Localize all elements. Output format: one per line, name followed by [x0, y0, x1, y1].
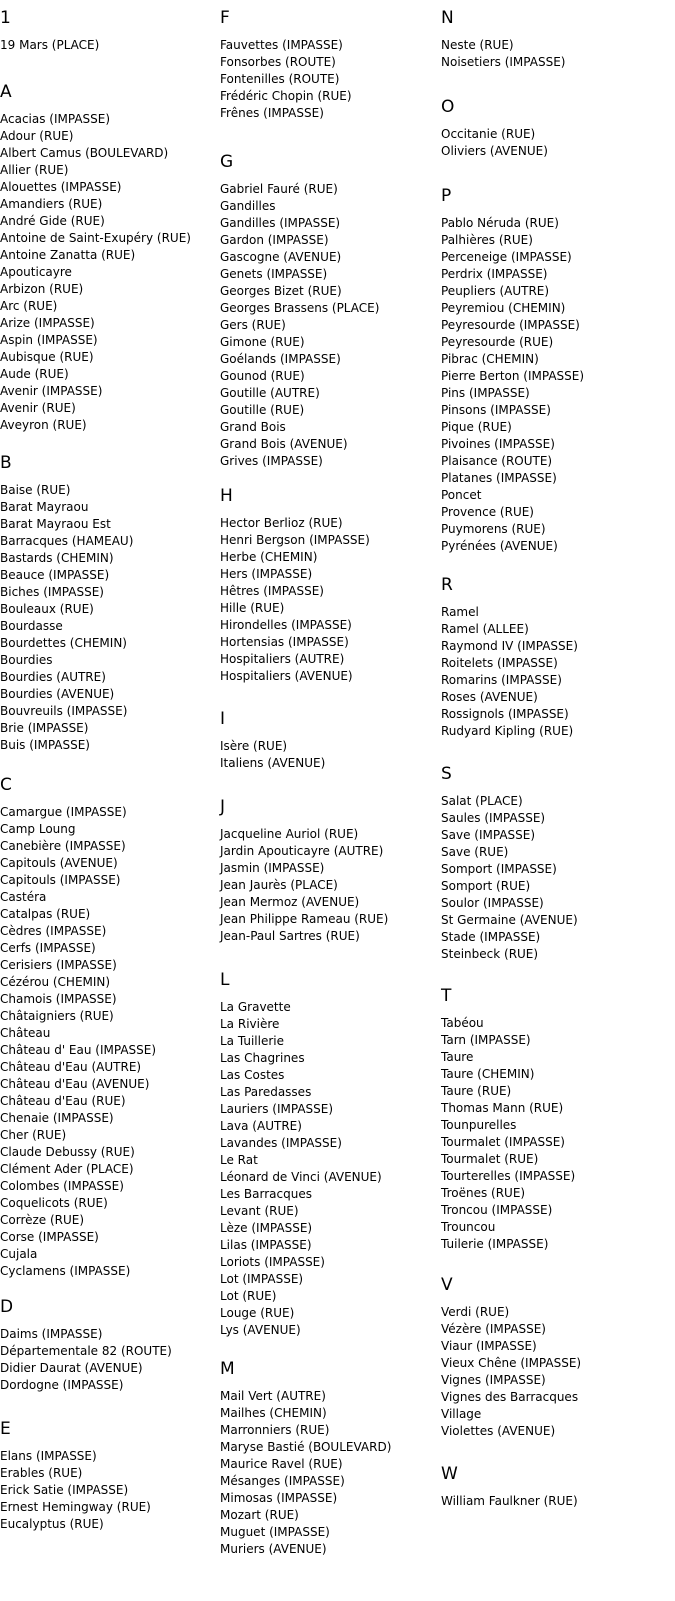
- street-link[interactable]: Peyremiou (CHEMIN): [441, 301, 566, 315]
- street-link[interactable]: Steinbeck (RUE): [441, 947, 539, 961]
- street-link[interactable]: Pyrénées (AVENUE): [441, 539, 558, 553]
- section-letter-heading: R: [441, 575, 453, 595]
- section-letter-heading: L: [220, 970, 230, 990]
- street-link[interactable]: Aveyron (RUE): [0, 418, 87, 432]
- street-link[interactable]: Tourmalet (IMPASSE): [441, 1135, 565, 1149]
- street-link[interactable]: Cèdres (IMPASSE): [0, 924, 107, 938]
- street-link[interactable]: Daims (IMPASSE): [0, 1327, 103, 1341]
- street-link[interactable]: Aubisque (RUE): [0, 350, 94, 364]
- street-link[interactable]: Ramel: [441, 605, 479, 619]
- section-letter-heading: F: [220, 8, 230, 28]
- section-letter-heading: M: [220, 1359, 235, 1379]
- street-link[interactable]: Acacias (IMPASSE): [0, 112, 111, 126]
- street-link[interactable]: Rossignols (IMPASSE): [441, 707, 569, 721]
- street-link[interactable]: Cujala: [0, 1247, 38, 1261]
- street-link[interactable]: Jardin Apouticayre (AUTRE): [220, 844, 384, 858]
- street-link[interactable]: Lauriers (IMPASSE): [220, 1102, 334, 1116]
- street-link[interactable]: Viaur (IMPASSE): [441, 1339, 537, 1353]
- section-letter-heading: C: [0, 775, 12, 795]
- street-link[interactable]: Trouncou: [441, 1220, 496, 1234]
- street-list: [220, 1388, 391, 1558]
- street-link[interactable]: Claude Debussy (RUE): [0, 1145, 135, 1159]
- street-link[interactable]: Château d'Eau (AUTRE): [0, 1060, 142, 1074]
- street-link[interactable]: Cézérou (CHEMIN): [0, 975, 111, 989]
- street-link[interactable]: Lys (AVENUE): [220, 1323, 301, 1337]
- street-link[interactable]: Corse (IMPASSE): [0, 1230, 99, 1244]
- street-list: [0, 1448, 151, 1533]
- street-link[interactable]: 19 Mars (PLACE): [0, 38, 100, 52]
- street-link[interactable]: Capitouls (AVENUE): [0, 856, 118, 870]
- street-link[interactable]: Coquelicots (RUE): [0, 1196, 108, 1210]
- street-link[interactable]: Levant (RUE): [220, 1204, 299, 1218]
- street-link[interactable]: Hers (IMPASSE): [220, 567, 313, 581]
- street-link[interactable]: Vézère (IMPASSE): [441, 1322, 546, 1336]
- street-link[interactable]: Lavandes (IMPASSE): [220, 1136, 342, 1150]
- street-link[interactable]: Georges Brassens (PLACE): [220, 301, 380, 315]
- street-link[interactable]: Arbizon (RUE): [0, 282, 84, 296]
- letter-section-a: [0, 82, 191, 434]
- section-letter-heading: P: [441, 186, 452, 206]
- street-link[interactable]: Marronniers (RUE): [220, 1423, 330, 1437]
- street-link[interactable]: Bourdasse: [0, 619, 63, 633]
- letter-section-g: [220, 152, 379, 470]
- street-link[interactable]: Violettes (AVENUE): [441, 1424, 556, 1438]
- street-link[interactable]: Troncou (IMPASSE): [441, 1203, 553, 1217]
- street-link[interactable]: Herbe (CHEMIN): [220, 550, 318, 564]
- street-link[interactable]: Peyresourde (IMPASSE): [441, 318, 580, 332]
- street-link[interactable]: Taure (CHEMIN): [441, 1067, 535, 1081]
- street-link[interactable]: Italiens (AVENUE): [220, 756, 326, 770]
- street-link[interactable]: Taure (RUE): [441, 1084, 512, 1098]
- letter-section-r: [441, 575, 578, 740]
- street-link[interactable]: Georges Bizet (RUE): [220, 284, 342, 298]
- street-list: [220, 181, 379, 470]
- street-link[interactable]: Fonsorbes (ROUTE): [220, 55, 336, 69]
- street-link[interactable]: Vignes des Barracques: [441, 1390, 579, 1404]
- letter-section-o: [441, 97, 548, 160]
- street-link[interactable]: Allier (RUE): [0, 163, 69, 177]
- street-link[interactable]: Camargue (IMPASSE): [0, 805, 127, 819]
- street-link[interactable]: Salat (PLACE): [441, 794, 523, 808]
- street-list: [0, 111, 191, 434]
- street-link[interactable]: Grives (IMPASSE): [220, 454, 323, 468]
- street-link[interactable]: Occitanie (RUE): [441, 127, 536, 141]
- section-letter-heading: G: [220, 152, 234, 172]
- street-link[interactable]: Châtaigniers (RUE): [0, 1009, 114, 1023]
- section-letter-heading: J: [220, 797, 226, 817]
- street-link[interactable]: Cher (RUE): [0, 1128, 67, 1142]
- street-link[interactable]: Oliviers (AVENUE): [441, 144, 548, 158]
- street-link[interactable]: Aspin (IMPASSE): [0, 333, 98, 347]
- street-link[interactable]: Tourterelles (IMPASSE): [441, 1169, 576, 1183]
- street-link[interactable]: Pibrac (CHEMIN): [441, 352, 539, 366]
- street-link[interactable]: William Faulkner (RUE): [441, 1494, 578, 1508]
- street-link[interactable]: Mail Vert (AUTRE): [220, 1389, 326, 1403]
- street-link[interactable]: Chenaie (IMPASSE): [0, 1111, 114, 1125]
- street-link[interactable]: Alouettes (IMPASSE): [0, 180, 122, 194]
- street-link[interactable]: Gandilles (IMPASSE): [220, 216, 341, 230]
- street-link[interactable]: Gabriel Fauré (RUE): [220, 182, 338, 196]
- street-link[interactable]: Perceneige (IMPASSE): [441, 250, 572, 264]
- street-link[interactable]: Colombes (IMPASSE): [0, 1179, 124, 1193]
- section-letter-heading: B: [0, 453, 12, 473]
- street-list: [220, 826, 388, 945]
- street-link[interactable]: Frênes (IMPASSE): [220, 106, 324, 120]
- street-link[interactable]: Barat Mayraou: [0, 500, 89, 514]
- street-link[interactable]: Eucalyptus (RUE): [0, 1517, 104, 1531]
- street-link[interactable]: Hêtres (IMPASSE): [220, 584, 324, 598]
- street-link[interactable]: Les Barracques: [220, 1187, 312, 1201]
- section-letter-heading: V: [441, 1275, 453, 1295]
- section-letter-heading: H: [220, 486, 233, 506]
- street-link[interactable]: Lot (IMPASSE): [220, 1272, 304, 1286]
- street-list: [220, 999, 382, 1339]
- street-link[interactable]: Pablo Néruda (RUE): [441, 216, 559, 230]
- street-link[interactable]: Provence (RUE): [441, 505, 534, 519]
- street-link[interactable]: Barracques (HAMEAU): [0, 534, 134, 548]
- street-link[interactable]: Genets (IMPASSE): [220, 267, 328, 281]
- street-link[interactable]: Goutille (AUTRE): [220, 386, 320, 400]
- street-link[interactable]: Verdi (RUE): [441, 1305, 510, 1319]
- street-link[interactable]: Grand Bois (AVENUE): [220, 437, 348, 451]
- street-link[interactable]: Gers (RUE): [220, 318, 286, 332]
- street-link[interactable]: Chamois (IMPASSE): [0, 992, 117, 1006]
- street-list: [0, 1326, 172, 1394]
- street-link[interactable]: Somport (IMPASSE): [441, 862, 557, 876]
- letter-section-t: [441, 986, 575, 1253]
- street-link[interactable]: Troënes (RUE): [441, 1186, 526, 1200]
- street-link[interactable]: Jean Jaurès (PLACE): [220, 878, 338, 892]
- street-link[interactable]: Noisetiers (IMPASSE): [441, 55, 566, 69]
- street-link[interactable]: Aude (RUE): [0, 367, 69, 381]
- street-link[interactable]: Amandiers (RUE): [0, 197, 103, 211]
- street-link[interactable]: Pins (IMPASSE): [441, 386, 530, 400]
- letter-section-s: [441, 764, 578, 963]
- street-link[interactable]: Palhières (RUE): [441, 233, 533, 247]
- street-link[interactable]: Bourdettes (CHEMIN): [0, 636, 127, 650]
- street-link[interactable]: Tuilerie (IMPASSE): [441, 1237, 549, 1251]
- letter-section-m: [220, 1359, 391, 1558]
- street-link[interactable]: Le Rat: [220, 1153, 258, 1167]
- street-list: [441, 1015, 575, 1253]
- street-link[interactable]: Somport (RUE): [441, 879, 531, 893]
- street-link[interactable]: Mésanges (IMPASSE): [220, 1474, 345, 1488]
- street-link[interactable]: Château d' Eau (IMPASSE): [0, 1043, 157, 1057]
- street-link[interactable]: Château: [0, 1026, 51, 1040]
- street-link[interactable]: Jean Philippe Rameau (RUE): [220, 912, 389, 926]
- street-link[interactable]: Frédéric Chopin (RUE): [220, 89, 352, 103]
- street-link[interactable]: Taure: [441, 1050, 474, 1064]
- street-link[interactable]: Gimone (RUE): [220, 335, 305, 349]
- street-list: [441, 1493, 578, 1510]
- street-link[interactable]: La Gravette: [220, 1000, 291, 1014]
- letter-section-h: [220, 486, 370, 685]
- street-link[interactable]: Las Chagrines: [220, 1051, 305, 1065]
- street-link[interactable]: Muriers (AVENUE): [220, 1542, 327, 1556]
- street-link[interactable]: Mailhes (CHEMIN): [220, 1406, 327, 1420]
- section-letter-heading: 1: [0, 8, 11, 28]
- street-list: [441, 126, 548, 160]
- street-link[interactable]: Canebière (IMPASSE): [0, 839, 126, 853]
- street-link[interactable]: Pivoines (IMPASSE): [441, 437, 555, 451]
- street-link[interactable]: Baise (RUE): [0, 483, 71, 497]
- street-link[interactable]: Gascogne (AVENUE): [220, 250, 342, 264]
- street-link[interactable]: Hille (RUE): [220, 601, 285, 615]
- street-link[interactable]: Bastards (CHEMIN): [0, 551, 114, 565]
- street-link[interactable]: Thomas Mann (RUE): [441, 1101, 564, 1115]
- street-link[interactable]: Las Paredasses: [220, 1085, 312, 1099]
- street-link[interactable]: Rudyard Kipling (RUE): [441, 724, 574, 738]
- street-link[interactable]: Corrèze (RUE): [0, 1213, 85, 1227]
- street-link[interactable]: Vignes (IMPASSE): [441, 1373, 546, 1387]
- letter-section-l: [220, 970, 382, 1339]
- letter-section-p: [441, 186, 584, 555]
- street-link[interactable]: Maurice Ravel (RUE): [220, 1457, 343, 1471]
- letter-section-e: [0, 1419, 151, 1533]
- street-link[interactable]: Lèze (IMPASSE): [220, 1221, 313, 1235]
- street-link[interactable]: Gardon (IMPASSE): [220, 233, 329, 247]
- letter-section-i: [220, 709, 325, 772]
- street-link[interactable]: André Gide (RUE): [0, 214, 105, 228]
- street-link[interactable]: La Rivière: [220, 1017, 280, 1031]
- street-link[interactable]: Isère (RUE): [220, 739, 288, 753]
- street-link[interactable]: Lot (RUE): [220, 1289, 277, 1303]
- street-link[interactable]: La Tuillerie: [220, 1034, 285, 1048]
- street-link[interactable]: Biches (IMPASSE): [0, 585, 104, 599]
- street-link[interactable]: Arc (RUE): [0, 299, 58, 313]
- street-link[interactable]: Gandilles: [220, 199, 276, 213]
- street-list: [441, 793, 578, 963]
- street-link[interactable]: Tabéou: [441, 1016, 484, 1030]
- street-link[interactable]: Plaisance (ROUTE): [441, 454, 553, 468]
- street-link[interactable]: Buis (IMPASSE): [0, 738, 90, 752]
- street-link[interactable]: Soulor (IMPASSE): [441, 896, 544, 910]
- street-link[interactable]: Antoine Zanatta (RUE): [0, 248, 136, 262]
- street-link[interactable]: Fontenilles (ROUTE): [220, 72, 340, 86]
- street-link[interactable]: Albert Camus (BOULEVARD): [0, 146, 169, 160]
- street-list: [220, 515, 370, 685]
- street-link[interactable]: Muguet (IMPASSE): [220, 1525, 330, 1539]
- street-link[interactable]: Hortensias (IMPASSE): [220, 635, 349, 649]
- street-link[interactable]: Hospitaliers (AUTRE): [220, 652, 345, 666]
- street-link[interactable]: Mimosas (IMPASSE): [220, 1491, 338, 1505]
- street-list: [0, 804, 156, 1280]
- street-link[interactable]: Lilas (IMPASSE): [220, 1238, 312, 1252]
- street-link[interactable]: Las Costes: [220, 1068, 285, 1082]
- street-link[interactable]: Adour (RUE): [0, 129, 74, 143]
- section-letter-heading: I: [220, 709, 226, 729]
- street-link[interactable]: Hospitaliers (AVENUE): [220, 669, 353, 683]
- street-link[interactable]: Peyresourde (RUE): [441, 335, 554, 349]
- street-link[interactable]: Platanes (IMPASSE): [441, 471, 557, 485]
- street-link[interactable]: Saules (IMPASSE): [441, 811, 546, 825]
- section-letter-heading: S: [441, 764, 452, 784]
- letter-section-d: [0, 1297, 172, 1394]
- street-link[interactable]: Elans (IMPASSE): [0, 1449, 97, 1463]
- street-link[interactable]: Brie (IMPASSE): [0, 721, 89, 735]
- section-letter-heading: A: [0, 82, 12, 102]
- street-link[interactable]: Départementale 82 (ROUTE): [0, 1344, 172, 1358]
- street-link[interactable]: Bourdies: [0, 653, 53, 667]
- street-link[interactable]: Bouleaux (RUE): [0, 602, 94, 616]
- street-link[interactable]: Barat Mayraou Est: [0, 517, 111, 531]
- street-link[interactable]: Raymond IV (IMPASSE): [441, 639, 578, 653]
- street-link[interactable]: Tarn (IMPASSE): [441, 1033, 531, 1047]
- street-link[interactable]: Henri Bergson (IMPASSE): [220, 533, 370, 547]
- street-link[interactable]: Vieux Chêne (IMPASSE): [441, 1356, 582, 1370]
- street-link[interactable]: Léonard de Vinci (AVENUE): [220, 1170, 382, 1184]
- street-list: [441, 215, 584, 555]
- street-link[interactable]: Peupliers (AUTRE): [441, 284, 550, 298]
- street-link[interactable]: Pique (RUE): [441, 420, 512, 434]
- street-link[interactable]: Roitelets (IMPASSE): [441, 656, 558, 670]
- street-link[interactable]: Ramel (ALLEE): [441, 622, 529, 636]
- street-link[interactable]: Bourdies (AVENUE): [0, 687, 115, 701]
- street-link[interactable]: Castéra: [0, 890, 47, 904]
- street-link[interactable]: Lava (AUTRE): [220, 1119, 302, 1133]
- section-letter-heading: O: [441, 97, 455, 117]
- street-link[interactable]: Bouvreuils (IMPASSE): [0, 704, 128, 718]
- street-link[interactable]: Pinsons (IMPASSE): [441, 403, 551, 417]
- letter-section-c: [0, 775, 156, 1280]
- street-link[interactable]: Avenir (IMPASSE): [0, 384, 103, 398]
- street-link[interactable]: Hirondelles (IMPASSE): [220, 618, 352, 632]
- street-link[interactable]: Antoine de Saint-Exupéry (RUE): [0, 231, 191, 245]
- street-link[interactable]: Ernest Hemingway (RUE): [0, 1500, 151, 1514]
- street-list: [441, 1304, 581, 1440]
- street-link[interactable]: Jean Mermoz (AVENUE): [220, 895, 360, 909]
- street-link[interactable]: Jacqueline Auriol (RUE): [220, 827, 359, 841]
- street-link[interactable]: Gounod (RUE): [220, 369, 305, 383]
- street-link[interactable]: Camp Loung: [0, 822, 76, 836]
- street-link[interactable]: Pierre Berton (IMPASSE): [441, 369, 585, 383]
- letter-section-v: [441, 1275, 581, 1440]
- letter-section-w: [441, 1464, 578, 1510]
- section-letter-heading: D: [0, 1297, 14, 1317]
- street-link[interactable]: Didier Daurat (AVENUE): [0, 1361, 143, 1375]
- street-list: [0, 482, 133, 754]
- street-link[interactable]: Neste (RUE): [441, 38, 514, 52]
- street-link[interactable]: St Germaine (AVENUE): [441, 913, 578, 927]
- street-link[interactable]: Jean-Paul Sartres (RUE): [220, 929, 360, 943]
- section-letter-heading: W: [441, 1464, 458, 1484]
- street-link[interactable]: Puymorens (RUE): [441, 522, 546, 536]
- letter-section-j: [220, 797, 388, 945]
- street-link[interactable]: Jasmin (IMPASSE): [220, 861, 325, 875]
- letter-section-f: [220, 8, 352, 122]
- street-link[interactable]: Cerfs (IMPASSE): [0, 941, 96, 955]
- street-link[interactable]: Grand Bois: [220, 420, 286, 434]
- street-link[interactable]: Catalpas (RUE): [0, 907, 91, 921]
- street-link[interactable]: Fauvettes (IMPASSE): [220, 38, 343, 52]
- street-link[interactable]: Poncet: [441, 488, 482, 502]
- street-link[interactable]: Romarins (IMPASSE): [441, 673, 562, 687]
- street-list: [220, 37, 352, 122]
- street-link[interactable]: Château d'Eau (RUE): [0, 1094, 126, 1108]
- street-list: [0, 37, 99, 54]
- street-link[interactable]: Cerisiers (IMPASSE): [0, 958, 117, 972]
- section-letter-heading: E: [0, 1419, 11, 1439]
- street-link[interactable]: Avenir (RUE): [0, 401, 76, 415]
- street-list: [441, 604, 578, 740]
- street-link[interactable]: Cyclamens (IMPASSE): [0, 1264, 131, 1278]
- street-link[interactable]: Tounpurelles: [441, 1118, 517, 1132]
- letter-section-n: [441, 8, 565, 71]
- street-link[interactable]: Maryse Bastié (BOULEVARD): [220, 1440, 392, 1454]
- street-link[interactable]: Erick Satie (IMPASSE): [0, 1483, 129, 1497]
- street-link[interactable]: Loriots (IMPASSE): [220, 1255, 325, 1269]
- street-list: [220, 738, 325, 772]
- street-link[interactable]: Goélands (IMPASSE): [220, 352, 341, 366]
- street-link[interactable]: Bourdies (AUTRE): [0, 670, 106, 684]
- street-link[interactable]: Capitouls (IMPASSE): [0, 873, 121, 887]
- street-link[interactable]: Roses (AVENUE): [441, 690, 538, 704]
- street-link[interactable]: Village: [441, 1407, 482, 1421]
- street-link[interactable]: Clément Ader (PLACE): [0, 1162, 134, 1176]
- street-link[interactable]: Dordogne (IMPASSE): [0, 1378, 124, 1392]
- street-link[interactable]: Hector Berlioz (RUE): [220, 516, 343, 530]
- street-link[interactable]: Save (RUE): [441, 845, 509, 859]
- section-letter-heading: N: [441, 8, 454, 28]
- street-link[interactable]: Beauce (IMPASSE): [0, 568, 110, 582]
- street-link[interactable]: Tourmalet (RUE): [441, 1152, 539, 1166]
- letter-section-1: [0, 8, 99, 54]
- section-letter-heading: T: [441, 986, 452, 1006]
- street-link[interactable]: Louge (RUE): [220, 1306, 295, 1320]
- street-list: [441, 37, 565, 71]
- street-link[interactable]: Erables (RUE): [0, 1466, 83, 1480]
- street-link[interactable]: Save (IMPASSE): [441, 828, 536, 842]
- street-link[interactable]: Mozart (RUE): [220, 1508, 299, 1522]
- street-link[interactable]: Goutille (RUE): [220, 403, 305, 417]
- street-link[interactable]: Apouticayre: [0, 265, 72, 279]
- street-link[interactable]: Château d'Eau (AVENUE): [0, 1077, 150, 1091]
- street-link[interactable]: Arize (IMPASSE): [0, 316, 95, 330]
- street-link[interactable]: Stade (IMPASSE): [441, 930, 541, 944]
- street-link[interactable]: Perdrix (IMPASSE): [441, 267, 548, 281]
- letter-section-b: [0, 453, 133, 754]
